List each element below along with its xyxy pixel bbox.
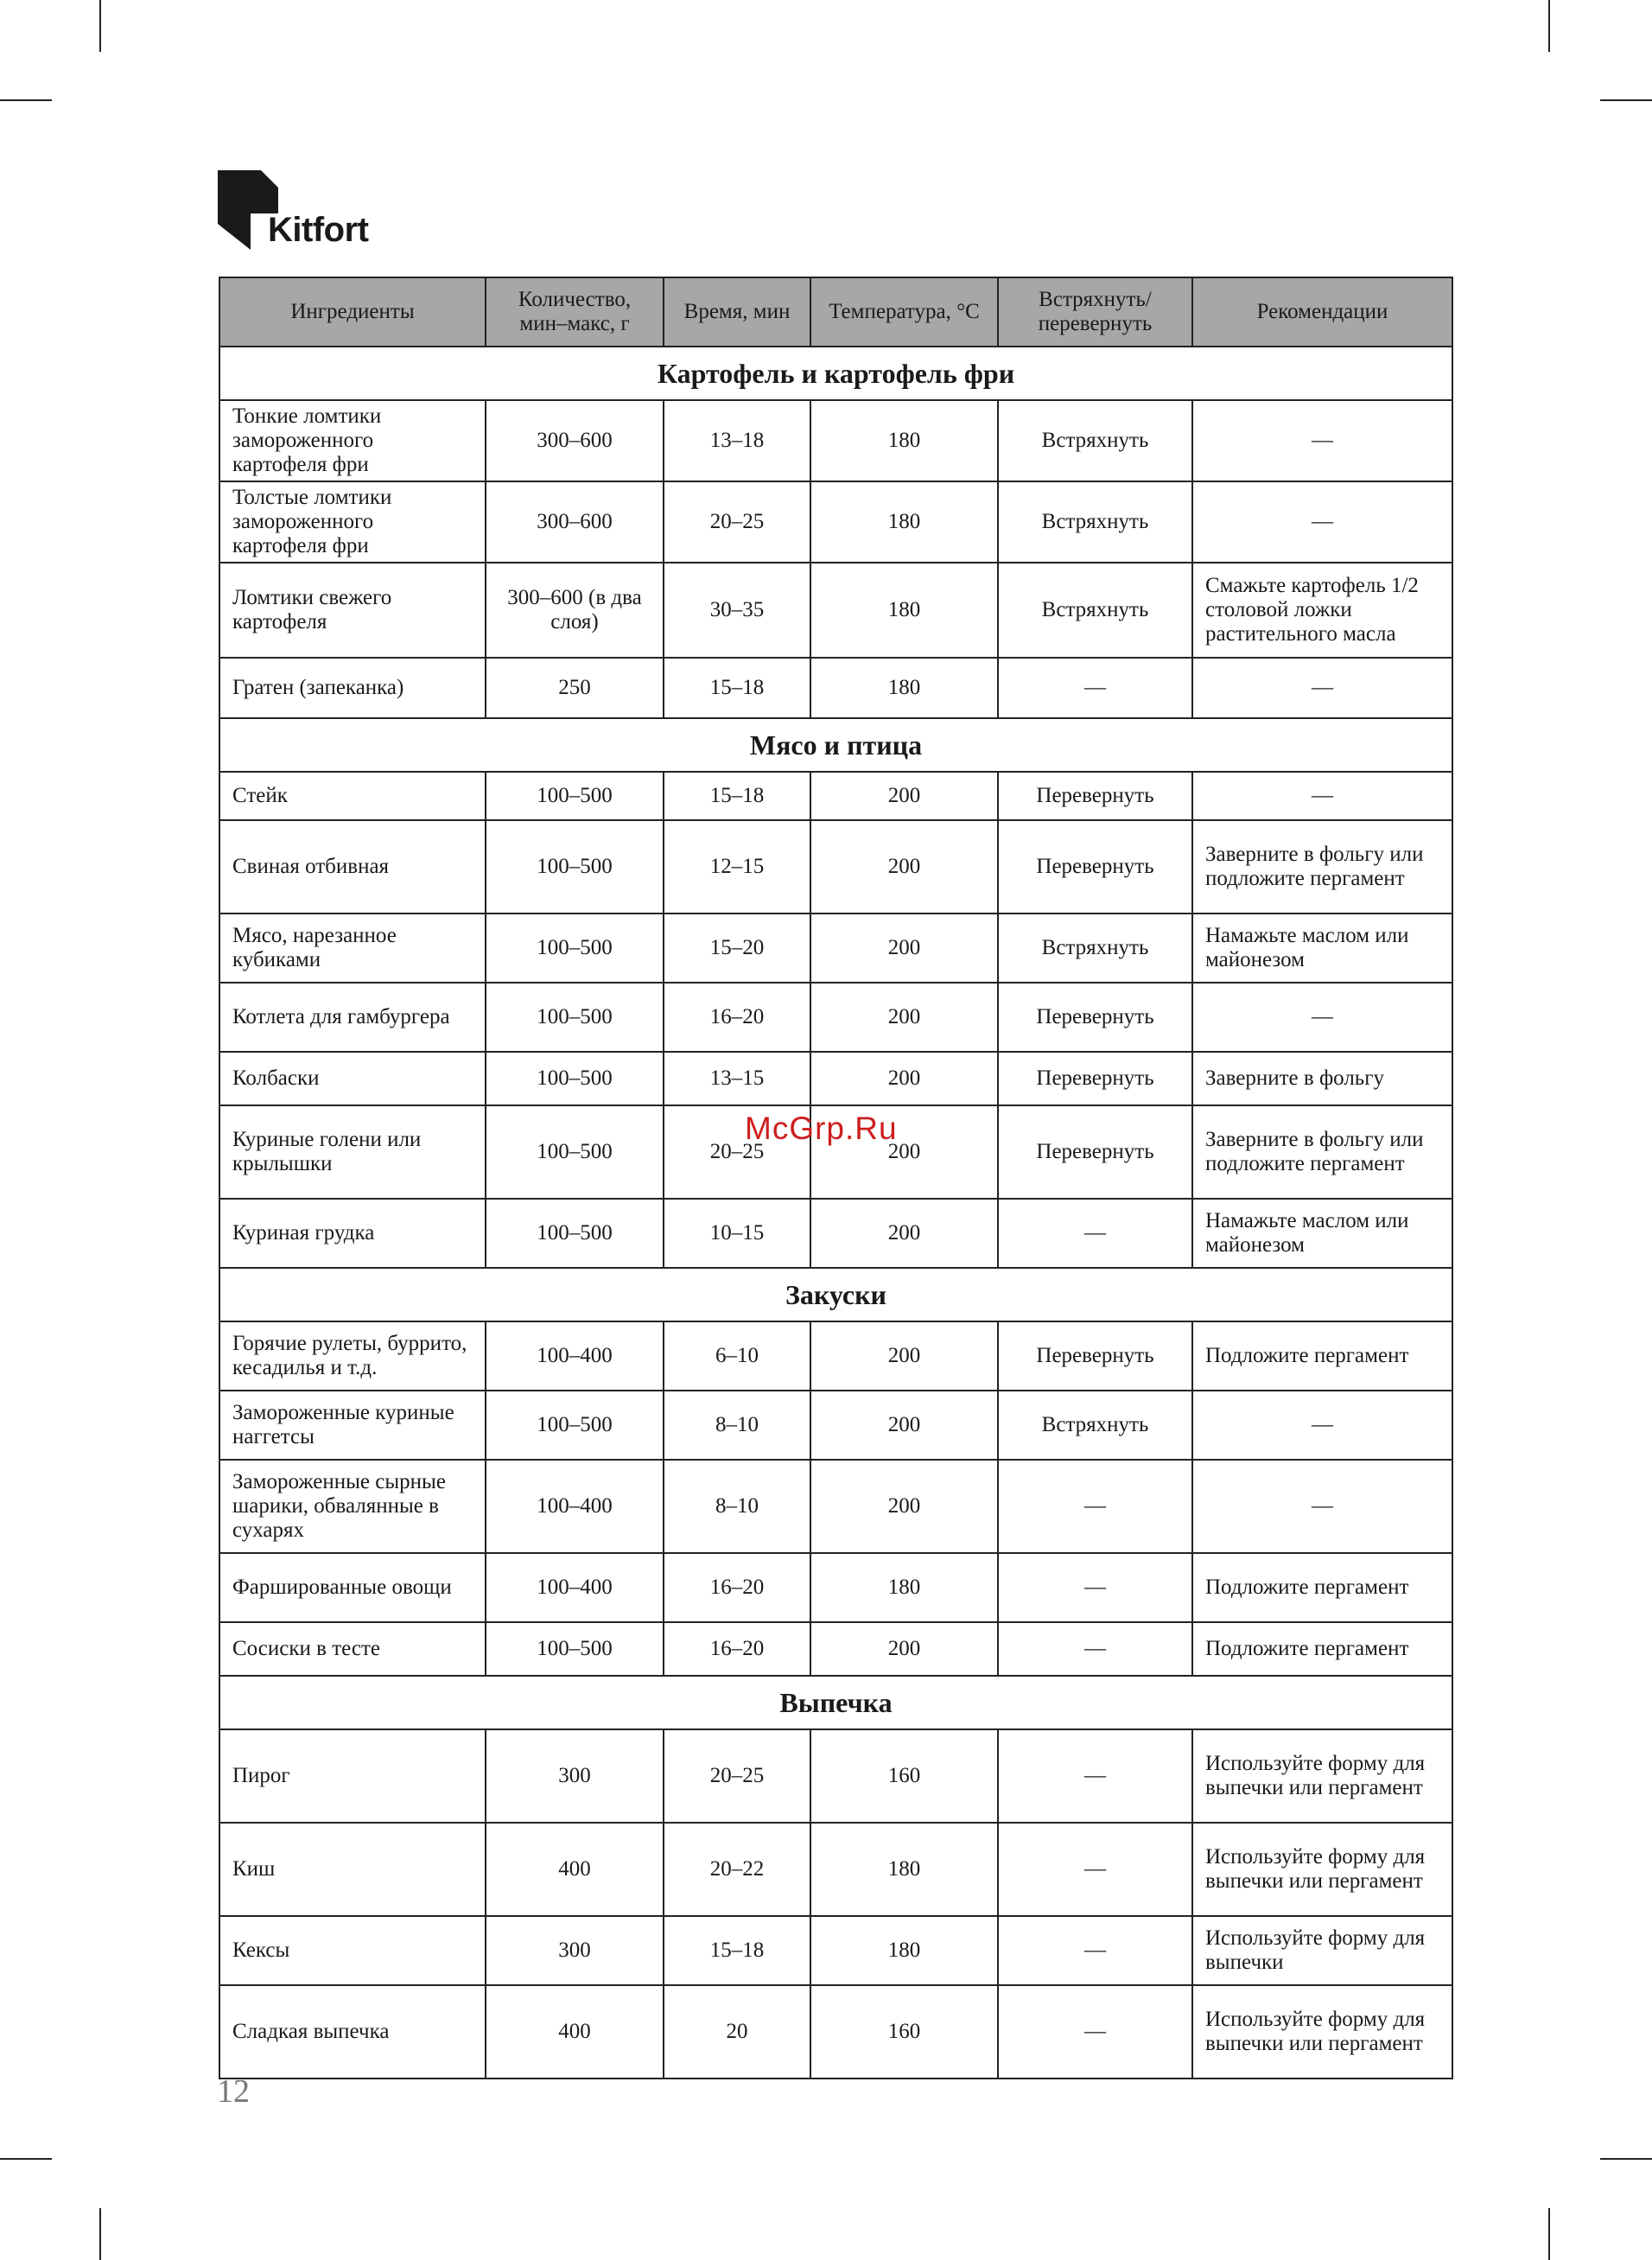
table-cell: Перевернуть [998, 772, 1192, 820]
table-cell: Стейк [219, 772, 486, 820]
table-cell: Встряхнуть [998, 1391, 1192, 1460]
table-body [219, 347, 1452, 2079]
table-cell: 16–20 [664, 1553, 810, 1622]
table-cell: 200 [810, 1622, 998, 1676]
section-title: Мясо и птица [219, 718, 1452, 772]
table-cell: Толстые ломтики замороженного картофеля фри [219, 481, 486, 563]
table-row [219, 820, 1452, 914]
column-header: Встряхнуть/ перевернуть [998, 277, 1192, 347]
table-row [219, 1729, 1452, 1823]
table-cell: 16–20 [664, 983, 810, 1052]
table-cell: Используйте форму для выпечки или пергамент [1192, 1823, 1452, 1916]
brand-name: Kitfort [268, 211, 369, 249]
table-cell: 180 [810, 1916, 998, 1985]
table-cell: 400 [486, 1823, 664, 1916]
table-cell: 200 [810, 1460, 998, 1553]
table-cell: — [998, 1729, 1192, 1823]
table-cell: — [1192, 1391, 1452, 1460]
table-cell: Встряхнуть [998, 481, 1192, 563]
table-cell: — [1192, 1460, 1452, 1553]
table-cell: Используйте форму для выпечки [1192, 1916, 1452, 1985]
table-cell: 180 [810, 400, 998, 481]
table-cell: 300 [486, 1729, 664, 1823]
table-cell: 200 [810, 1199, 998, 1268]
table-cell: Сладкая выпечка [219, 1985, 486, 2079]
table-cell: Подложите пергамент [1192, 1622, 1452, 1676]
table-cell: Замороженные куриные наггетсы [219, 1391, 486, 1460]
table-cell: Подложите пергамент [1192, 1321, 1452, 1391]
table-cell: Котлета для гамбургера [219, 983, 486, 1052]
table-cell: Заверните в фольгу [1192, 1052, 1452, 1105]
table-cell: 100–500 [486, 1391, 664, 1460]
table-cell: 200 [810, 914, 998, 983]
table-cell: 12–15 [664, 820, 810, 914]
table-cell: — [998, 1460, 1192, 1553]
table-cell: 180 [810, 1553, 998, 1622]
column-header: Температура, °С [810, 277, 998, 347]
crop-mark [99, 0, 101, 52]
table-cell: 8–10 [664, 1460, 810, 1553]
table-cell: Подложите пергамент [1192, 1553, 1452, 1622]
table-cell: 300–600 [486, 400, 664, 481]
table-row [219, 658, 1452, 718]
table-cell: 15–20 [664, 914, 810, 983]
section-row [219, 347, 1452, 400]
table-cell: 300–600 [486, 481, 664, 563]
table-cell: 16–20 [664, 1622, 810, 1676]
table-cell: Используйте форму для выпечки или пергамент [1192, 1985, 1452, 2079]
table-cell: 180 [810, 481, 998, 563]
table-cell: Куриная грудка [219, 1199, 486, 1268]
table-row [219, 1916, 1452, 1985]
watermark: McGrp.Ru [745, 1111, 898, 1146]
table-cell: — [998, 1916, 1192, 1985]
crop-mark [0, 2158, 52, 2160]
section-title: Картофель и картофель фри [219, 347, 1452, 400]
table-row [219, 1199, 1452, 1268]
section-row [219, 1268, 1452, 1321]
table-cell: Колбаски [219, 1052, 486, 1105]
table-cell: 250 [486, 658, 664, 718]
table-row [219, 914, 1452, 983]
table-cell: 100–500 [486, 820, 664, 914]
table-row [219, 481, 1452, 563]
table-cell: Гратен (запеканка) [219, 658, 486, 718]
table-cell: Тонкие ломтики замороженного картофеля фри [219, 400, 486, 481]
table-cell: 100–500 [486, 1105, 664, 1199]
table-cell: 100–400 [486, 1321, 664, 1391]
kitfort-logo [218, 170, 391, 253]
table-cell: 200 [810, 1052, 998, 1105]
table-cell: 100–500 [486, 1199, 664, 1268]
table-cell: — [1192, 772, 1452, 820]
table-cell: Смажьте картофель 1/2 столовой ложки растительного масла [1192, 563, 1452, 658]
table-row [219, 772, 1452, 820]
table-cell: Перевернуть [998, 983, 1192, 1052]
table-cell: — [998, 1622, 1192, 1676]
table-row [219, 1985, 1452, 2079]
table-cell: 10–15 [664, 1199, 810, 1268]
section-title: Закуски [219, 1268, 1452, 1321]
crop-mark [1548, 2208, 1550, 2260]
table-cell: 200 [810, 1105, 998, 1199]
table-cell: 20–25 [664, 1105, 810, 1199]
table-cell: Встряхнуть [998, 400, 1192, 481]
column-header: Время, мин [664, 277, 810, 347]
section-row [219, 1676, 1452, 1729]
table-cell: 160 [810, 1729, 998, 1823]
table-cell: 20–25 [664, 481, 810, 563]
table-cell: 6–10 [664, 1321, 810, 1391]
table-cell: Намажьте маслом или майонезом [1192, 914, 1452, 983]
table-cell: Пирог [219, 1729, 486, 1823]
table-cell: 100–400 [486, 1460, 664, 1553]
table-cell: 100–500 [486, 983, 664, 1052]
table-cell: Перевернуть [998, 1052, 1192, 1105]
table-cell: — [998, 1985, 1192, 2079]
table-cell: 200 [810, 820, 998, 914]
table-row [219, 1321, 1452, 1391]
page-number: 12 [217, 2073, 250, 2110]
table-cell: Встряхнуть [998, 563, 1192, 658]
table-row [219, 1823, 1452, 1916]
table-cell: Используйте форму для выпечки или пергамент [1192, 1729, 1452, 1823]
table-cell: — [1192, 983, 1452, 1052]
table-cell: Горячие рулеты, буррито, кесадилья и т.д. [219, 1321, 486, 1391]
table-cell: 20–22 [664, 1823, 810, 1916]
table-row [219, 1391, 1452, 1460]
table-cell: — [998, 1553, 1192, 1622]
table-cell: Сосиски в тесте [219, 1622, 486, 1676]
table-cell: — [998, 1199, 1192, 1268]
table-cell: 8–10 [664, 1391, 810, 1460]
table-cell: 160 [810, 1985, 998, 2079]
crop-mark [99, 2208, 101, 2260]
table-cell: Кексы [219, 1916, 486, 1985]
cooking-table [219, 277, 1453, 2079]
table-cell: 180 [810, 658, 998, 718]
table-cell: Перевернуть [998, 820, 1192, 914]
table-cell: 15–18 [664, 1916, 810, 1985]
table-row [219, 983, 1452, 1052]
table-cell: 180 [810, 1823, 998, 1916]
table-cell: 15–18 [664, 772, 810, 820]
table-cell: 13–15 [664, 1052, 810, 1105]
table-cell: 200 [810, 983, 998, 1052]
table-cell: 30–35 [664, 563, 810, 658]
table-cell: 100–500 [486, 1622, 664, 1676]
table-cell: Перевернуть [998, 1321, 1192, 1391]
table-cell: Заверните в фольгу или подложите пергамент [1192, 820, 1452, 914]
table-cell: — [1192, 658, 1452, 718]
column-header: Рекомендации [1192, 277, 1452, 347]
table-row [219, 1460, 1452, 1553]
table-cell: 200 [810, 1391, 998, 1460]
table-cell: 100–400 [486, 1553, 664, 1622]
table-cell: — [1192, 481, 1452, 563]
table-cell: 400 [486, 1985, 664, 2079]
table-cell: Намажьте маслом или майонезом [1192, 1199, 1452, 1268]
table-cell: 100–500 [486, 772, 664, 820]
table-row [219, 1553, 1452, 1622]
table-cell: Заверните в фольгу или подложите пергамент [1192, 1105, 1452, 1199]
table-cell: — [998, 658, 1192, 718]
table-row [219, 563, 1452, 658]
table-cell: Мясо, нарезанное кубиками [219, 914, 486, 983]
table-cell: Перевернуть [998, 1105, 1192, 1199]
section-title: Выпечка [219, 1676, 1452, 1729]
table-cell: 300–600 (в два слоя) [486, 563, 664, 658]
table-cell: — [1192, 400, 1452, 481]
table-header-row [219, 277, 1452, 347]
table-cell: 20 [664, 1985, 810, 2079]
table-cell: Ломтики свежего картофеля [219, 563, 486, 658]
table-cell: Куриные голени или крылышки [219, 1105, 486, 1199]
table-cell: — [998, 1823, 1192, 1916]
table-cell: Замороженные сырные шарики, обвалянные в сухарях [219, 1460, 486, 1553]
table-cell: 300 [486, 1916, 664, 1985]
table-cell: 20–25 [664, 1729, 810, 1823]
table-cell: 200 [810, 772, 998, 820]
column-header: Количество, мин–макс, г [486, 277, 664, 347]
crop-mark [1600, 99, 1652, 101]
column-header: Ингредиенты [219, 277, 486, 347]
section-row [219, 718, 1452, 772]
table-row [219, 1622, 1452, 1676]
crop-mark [0, 99, 52, 101]
crop-mark [1600, 2158, 1652, 2160]
table-cell: Фаршированные овощи [219, 1553, 486, 1622]
table-row [219, 1052, 1452, 1105]
table-row [219, 400, 1452, 481]
table-cell: Киш [219, 1823, 486, 1916]
table-cell: Встряхнуть [998, 914, 1192, 983]
table-cell: 15–18 [664, 658, 810, 718]
table-cell: 100–500 [486, 1052, 664, 1105]
table-cell: 100–500 [486, 914, 664, 983]
crop-mark [1548, 0, 1550, 52]
table-cell: 13–18 [664, 400, 810, 481]
table-cell: 200 [810, 1321, 998, 1391]
table-cell: Свиная отбивная [219, 820, 486, 914]
table-cell: 180 [810, 563, 998, 658]
